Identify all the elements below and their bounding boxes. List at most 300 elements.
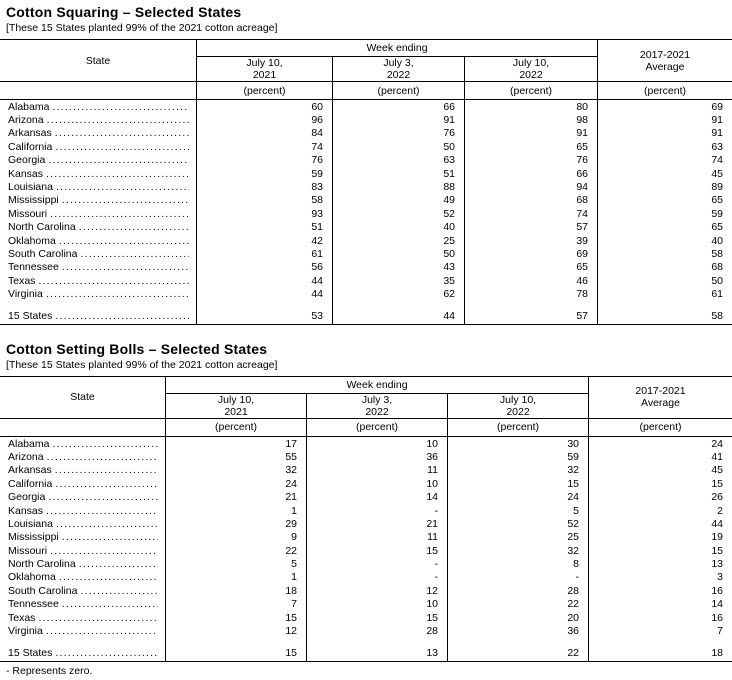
unit-label: (percent) — [447, 419, 588, 436]
dot-leader — [62, 531, 158, 543]
table-row — [0, 517, 732, 530]
state-cell — [0, 584, 165, 597]
value-cell: 78 — [464, 287, 597, 300]
value-cell: 24 — [588, 437, 732, 450]
value-cell: 44 — [588, 517, 732, 530]
date-line1: July 10, — [217, 393, 255, 406]
value-cell: 74 — [464, 207, 597, 220]
table-row — [0, 611, 732, 624]
dot-leader — [62, 598, 158, 610]
state-name: Louisiana — [8, 181, 53, 194]
value-cell: 45 — [588, 464, 732, 477]
value-cell: 49 — [332, 194, 464, 207]
table-row — [0, 274, 732, 287]
table-row — [0, 598, 732, 611]
value-cell: 58 — [597, 309, 732, 324]
value-cell: 26 — [588, 490, 732, 503]
value-cell: 80 — [464, 100, 597, 113]
state-cell — [0, 646, 165, 661]
value-cell: 55 — [165, 450, 306, 463]
header-blank-cell — [0, 82, 196, 99]
footnote: - Represents zero. — [6, 664, 93, 677]
state-cell — [0, 154, 196, 167]
value-cell: 7 — [588, 624, 732, 637]
value-cell: 15 — [588, 544, 732, 557]
value-cell: 61 — [597, 287, 732, 300]
column-header-average — [588, 377, 732, 419]
column-header-week-ending: Week ending — [165, 377, 588, 394]
unit-label: (percent) — [306, 419, 447, 436]
dot-leader — [55, 478, 158, 490]
value-cell: 59 — [597, 207, 732, 220]
value-cell: 40 — [597, 234, 732, 247]
value-cell: 15 — [447, 477, 588, 490]
table-row — [0, 531, 732, 544]
average-line1: 2017-2021 — [635, 385, 686, 398]
state-name: Alabama — [8, 100, 50, 113]
table-body — [0, 100, 732, 325]
value-cell: 15 — [306, 611, 447, 624]
state-cell — [0, 504, 165, 517]
value-cell: 57 — [464, 309, 597, 324]
state-name: Louisiana — [8, 517, 53, 530]
value-cell: 62 — [332, 287, 464, 300]
state-cell — [0, 261, 196, 274]
column-header-date-2 — [306, 394, 447, 419]
table-row — [0, 167, 732, 180]
state-name: Missouri — [8, 544, 48, 557]
dot-leader — [46, 288, 189, 300]
value-cell: 2 — [588, 504, 732, 517]
value-cell: 76 — [332, 127, 464, 140]
value-cell: 36 — [447, 624, 588, 637]
value-cell: 44 — [196, 287, 332, 300]
value-cell: 11 — [306, 531, 447, 544]
column-header-average — [597, 40, 732, 82]
table-row — [0, 557, 732, 570]
column-header-state: State — [0, 377, 165, 419]
state-cell — [0, 287, 196, 300]
value-cell: 98 — [464, 113, 597, 126]
state-cell — [0, 234, 196, 247]
value-cell: 19 — [588, 531, 732, 544]
state-name: South Carolina — [8, 584, 78, 597]
value-cell: 60 — [196, 100, 332, 113]
state-name: Arizona — [8, 114, 44, 127]
average-line2: Average — [645, 60, 685, 73]
state-name: Kansas — [8, 167, 44, 180]
cotton-squaring-section — [0, 4, 732, 325]
state-name: Arkansas — [8, 127, 52, 140]
value-cell: 1 — [165, 504, 306, 517]
value-cell: 94 — [464, 180, 597, 193]
date-line1: July 10, — [499, 393, 537, 406]
value-cell: 36 — [306, 450, 447, 463]
dot-leader — [56, 518, 158, 530]
date-line1: July 3, — [361, 393, 393, 406]
date-line2: 2022 — [365, 405, 389, 418]
value-cell: 8 — [447, 557, 588, 570]
state-cell — [0, 180, 196, 193]
value-cell: 76 — [196, 154, 332, 167]
column-header-date-3 — [464, 57, 597, 82]
table-row — [0, 154, 732, 167]
dot-leader — [50, 545, 158, 557]
state-cell — [0, 100, 196, 113]
table-row — [0, 234, 732, 247]
value-cell: 65 — [597, 194, 732, 207]
unit-label: (percent) — [196, 82, 332, 99]
value-cell: 65 — [464, 140, 597, 153]
value-cell: 40 — [332, 221, 464, 234]
dot-leader — [55, 127, 189, 139]
value-cell: 17 — [165, 437, 306, 450]
table-row — [0, 450, 732, 463]
state-name: Georgia — [8, 491, 46, 504]
state-name: South Carolina — [8, 247, 78, 260]
value-cell: 12 — [165, 624, 306, 637]
value-cell: 28 — [306, 624, 447, 637]
value-cell: 18 — [165, 584, 306, 597]
value-cell: 44 — [332, 309, 464, 324]
value-cell: - — [447, 571, 588, 584]
table-header — [0, 39, 732, 100]
dot-leader — [55, 141, 189, 153]
value-cell: 9 — [165, 531, 306, 544]
state-name: California — [8, 477, 53, 490]
state-cell — [0, 490, 165, 503]
column-header-date-3 — [447, 394, 588, 419]
value-cell: 29 — [165, 517, 306, 530]
unit-label: (percent) — [332, 82, 464, 99]
state-name: Tennessee — [8, 261, 59, 274]
column-header-state: State — [0, 40, 196, 82]
dot-leader — [46, 625, 158, 637]
state-name: 15 States — [8, 310, 53, 323]
value-cell: 51 — [196, 221, 332, 234]
value-cell: 20 — [447, 611, 588, 624]
table-header — [0, 376, 732, 437]
state-cell — [0, 477, 165, 490]
value-cell: 91 — [597, 127, 732, 140]
value-cell: 15 — [165, 611, 306, 624]
table-row — [0, 544, 732, 557]
state-cell — [0, 531, 165, 544]
state-name: Texas — [8, 611, 36, 624]
value-cell: 50 — [597, 274, 732, 287]
state-cell — [0, 544, 165, 557]
value-cell: 22 — [165, 544, 306, 557]
date-line2: 2021 — [252, 69, 277, 81]
state-cell — [0, 207, 196, 220]
value-cell: 83 — [196, 180, 332, 193]
state-cell — [0, 624, 165, 637]
state-name: Oklahoma — [8, 234, 56, 247]
dot-leader — [55, 464, 158, 476]
state-name: Oklahoma — [8, 571, 56, 584]
table-row — [0, 477, 732, 490]
date-line2: 2022 — [519, 69, 543, 81]
value-cell: 15 — [306, 544, 447, 557]
value-cell: 59 — [196, 167, 332, 180]
dot-leader — [47, 114, 189, 126]
column-header-date-1 — [196, 57, 332, 82]
total-row — [0, 309, 732, 324]
unit-label: (percent) — [165, 419, 306, 436]
unit-label: (percent) — [588, 419, 732, 436]
value-cell: 22 — [447, 598, 588, 611]
state-cell — [0, 113, 196, 126]
state-cell — [0, 274, 196, 287]
value-cell: 32 — [165, 464, 306, 477]
value-cell: 96 — [196, 113, 332, 126]
table-row — [0, 100, 732, 113]
value-cell: 69 — [597, 100, 732, 113]
value-cell: 65 — [464, 261, 597, 274]
value-cell: 21 — [306, 517, 447, 530]
value-cell: 16 — [588, 611, 732, 624]
state-cell — [0, 221, 196, 234]
dot-leader — [46, 505, 158, 517]
value-cell: 46 — [464, 274, 597, 287]
value-cell: 53 — [196, 309, 332, 324]
value-cell: 12 — [306, 584, 447, 597]
table-row — [0, 584, 732, 597]
table-row — [0, 127, 732, 140]
value-cell: 66 — [332, 100, 464, 113]
state-cell — [0, 611, 165, 624]
value-cell: 42 — [196, 234, 332, 247]
value-cell: 66 — [464, 167, 597, 180]
state-name: Tennessee — [8, 598, 59, 611]
state-cell — [0, 450, 165, 463]
header-blank-cell — [0, 419, 165, 436]
dot-leader — [50, 208, 189, 220]
value-cell: 69 — [464, 247, 597, 260]
value-cell: 58 — [196, 194, 332, 207]
spacer-row — [0, 638, 732, 646]
table-title: Cotton Setting Bolls – Selected States — [6, 340, 268, 357]
date-line1: July 10, — [246, 57, 283, 69]
value-cell: 51 — [332, 167, 464, 180]
value-cell: - — [306, 504, 447, 517]
column-header-date-2 — [332, 57, 464, 82]
table-body — [0, 437, 732, 662]
date-line2: 2022 — [386, 69, 411, 81]
state-cell — [0, 140, 196, 153]
table-subtitle: [These 15 States planted 99% of the 2021 cotton acreage] — [6, 22, 278, 34]
value-cell: 15 — [165, 646, 306, 661]
value-cell: 45 — [597, 167, 732, 180]
value-cell: 32 — [447, 544, 588, 557]
dot-leader — [52, 438, 158, 450]
total-row — [0, 646, 732, 661]
dot-leader — [48, 491, 158, 503]
value-cell: 50 — [332, 247, 464, 260]
state-name: 15 States — [8, 647, 53, 660]
value-cell: 14 — [306, 490, 447, 503]
table-row — [0, 571, 732, 584]
value-cell: 88 — [332, 180, 464, 193]
value-cell: - — [306, 557, 447, 570]
value-cell: 58 — [597, 247, 732, 260]
state-name: California — [8, 140, 53, 153]
dot-leader — [80, 248, 189, 260]
state-cell — [0, 194, 196, 207]
state-cell — [0, 517, 165, 530]
value-cell: 13 — [306, 646, 447, 661]
table-row — [0, 490, 732, 503]
value-cell: 5 — [447, 504, 588, 517]
unit-label: (percent) — [597, 82, 732, 99]
value-cell: 39 — [464, 234, 597, 247]
table-row — [0, 247, 732, 260]
value-cell: 1 — [165, 571, 306, 584]
state-name: Alabama — [8, 437, 50, 450]
dot-leader — [80, 585, 158, 597]
value-cell: 76 — [464, 154, 597, 167]
dot-leader — [62, 261, 189, 273]
state-name: Mississippi — [8, 531, 59, 544]
state-cell — [0, 571, 165, 584]
dot-leader — [56, 181, 189, 193]
value-cell: 68 — [597, 261, 732, 274]
value-cell: 25 — [447, 531, 588, 544]
value-cell: 24 — [165, 477, 306, 490]
date-line2: 2021 — [224, 405, 248, 418]
dot-leader — [52, 101, 189, 113]
value-cell: 43 — [332, 261, 464, 274]
value-cell: 10 — [306, 598, 447, 611]
value-cell: 14 — [588, 598, 732, 611]
state-name: Virginia — [8, 288, 43, 301]
date-line2: 2022 — [506, 405, 530, 418]
value-cell: 68 — [464, 194, 597, 207]
value-cell: 91 — [464, 127, 597, 140]
value-cell: 50 — [332, 140, 464, 153]
value-cell: 65 — [597, 221, 732, 234]
value-cell: 3 — [588, 571, 732, 584]
dot-leader — [62, 194, 189, 206]
state-name: Arizona — [8, 450, 44, 463]
value-cell: 63 — [597, 140, 732, 153]
state-name: Mississippi — [8, 194, 59, 207]
table-row — [0, 194, 732, 207]
value-cell: 59 — [447, 450, 588, 463]
table-row — [0, 287, 732, 300]
state-cell — [0, 598, 165, 611]
value-cell: 18 — [588, 646, 732, 661]
dot-leader — [55, 310, 189, 322]
dot-leader — [59, 571, 158, 583]
value-cell: 5 — [165, 557, 306, 570]
value-cell: 93 — [196, 207, 332, 220]
value-cell: 35 — [332, 274, 464, 287]
state-name: North Carolina — [8, 221, 76, 234]
table-row — [0, 464, 732, 477]
state-cell — [0, 127, 196, 140]
table-row — [0, 140, 732, 153]
state-cell — [0, 167, 196, 180]
state-cell — [0, 437, 165, 450]
average-line2: Average — [641, 397, 680, 410]
value-cell: 28 — [447, 584, 588, 597]
value-cell: 30 — [447, 437, 588, 450]
dot-leader — [79, 558, 158, 570]
table-subtitle: [These 15 States planted 99% of the 2021 cotton acreage] — [6, 358, 278, 371]
value-cell: 74 — [597, 154, 732, 167]
table-row — [0, 180, 732, 193]
value-cell: 21 — [165, 490, 306, 503]
value-cell: 22 — [447, 646, 588, 661]
state-cell — [0, 557, 165, 570]
value-cell: 61 — [196, 247, 332, 260]
state-name: Arkansas — [8, 464, 52, 477]
value-cell: 56 — [196, 261, 332, 274]
dot-leader — [55, 647, 158, 659]
state-name: North Carolina — [8, 558, 76, 571]
table-row — [0, 221, 732, 234]
value-cell: 10 — [306, 477, 447, 490]
table-row — [0, 624, 732, 637]
dot-leader — [46, 168, 189, 180]
value-cell: 11 — [306, 464, 447, 477]
dot-leader — [38, 612, 158, 624]
dot-leader — [47, 451, 158, 463]
unit-label: (percent) — [464, 82, 597, 99]
value-cell: 25 — [332, 234, 464, 247]
dot-leader — [38, 275, 189, 287]
value-cell: - — [306, 571, 447, 584]
table-row — [0, 207, 732, 220]
column-header-week-ending: Week ending — [196, 40, 597, 57]
value-cell: 16 — [588, 584, 732, 597]
value-cell: 15 — [588, 477, 732, 490]
state-name: Missouri — [8, 207, 48, 220]
state-name: Texas — [8, 274, 36, 287]
value-cell: 63 — [332, 154, 464, 167]
cotton-setting-bolls-section — [0, 341, 732, 662]
dot-leader — [48, 154, 189, 166]
state-cell — [0, 464, 165, 477]
date-line1: July 10, — [512, 57, 550, 69]
value-cell: 44 — [196, 274, 332, 287]
value-cell: 74 — [196, 140, 332, 153]
value-cell: 84 — [196, 127, 332, 140]
value-cell: 32 — [447, 464, 588, 477]
table-row — [0, 437, 732, 450]
value-cell: 52 — [332, 207, 464, 220]
value-cell: 7 — [165, 598, 306, 611]
value-cell: 24 — [447, 490, 588, 503]
dot-leader — [59, 235, 189, 247]
value-cell: 91 — [332, 113, 464, 126]
dot-leader — [79, 221, 189, 233]
column-header-date-1 — [165, 394, 306, 419]
value-cell: 89 — [597, 180, 732, 193]
table-title: Cotton Squaring – Selected States — [6, 4, 242, 20]
state-cell — [0, 309, 196, 324]
state-name: Virginia — [8, 625, 43, 638]
date-line1: July 3, — [383, 57, 414, 69]
table-row — [0, 261, 732, 274]
value-cell: 13 — [588, 557, 732, 570]
state-name: Georgia — [8, 154, 46, 167]
value-cell: 41 — [588, 450, 732, 463]
value-cell: 91 — [597, 113, 732, 126]
value-cell: 52 — [447, 517, 588, 530]
value-cell: 57 — [464, 221, 597, 234]
